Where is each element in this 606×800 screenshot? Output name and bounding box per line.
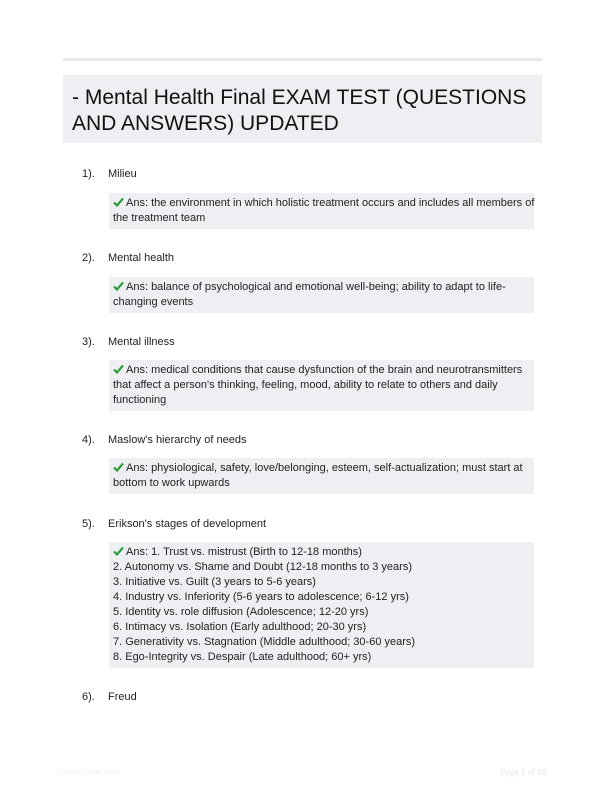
footer-watermark: PaperSlide.com [57,767,121,777]
question-text: Mental illness [108,336,175,348]
answer-text: Ans: 1. Trust vs. mistrust (Birth to 12-18 months) [126,546,362,558]
answer-line [113,545,528,560]
question-text: Maslow's hierarchy of needs [108,434,247,446]
answer-line: 5. Identity vs. role diffusion (Adolescence; 12-20 yrs) [113,606,369,618]
title-line-1: - Mental Health Final EXAM TEST (QUESTIONS [72,86,527,109]
question-number: 6). [82,691,95,703]
question-text: Freud [108,691,137,703]
question-text: Milieu [108,168,137,180]
answer-line [113,461,528,476]
answer-line: 6. Intimacy vs. Isolation (Early adulthood; 20-30 yrs) [113,621,367,633]
question-number: 2). [82,252,95,264]
question-number: 4). [82,434,95,446]
answer-line: 4. Industry vs. Inferiority (5-6 years to adolescence; 6-12 yrs) [113,591,409,603]
title-line-2: AND ANSWERS) UPDATED [72,112,339,135]
answer-text: Ans: physiological, safety, love/belonging, esteem, self-actualization; must start at [126,462,523,474]
checkmark-icon [113,462,124,472]
question-number: 5). [82,518,95,530]
answer-line: bottom to work upwards [113,477,230,489]
answer-line [113,196,535,211]
answer-line [113,363,528,378]
answer-box [109,458,534,494]
answer-text: Ans: balance of psychological and emotional well-being; ability to adapt to life- [126,281,506,293]
answer-box [109,360,534,411]
checkmark-icon [113,546,124,556]
answer-text: Ans: medical conditions that cause dysfunction of the brain and neurotransmitters [126,364,523,376]
question-number: 1). [82,168,95,180]
answer-line: 2. Autonomy vs. Shame and Doubt (12-18 months to 3 years) [113,561,412,573]
checkmark-icon [113,281,124,291]
answer-line: 8. Ego-Integrity vs. Despair (Late adulthood; 60+ yrs) [113,651,372,663]
answer-line: that affect a person's thinking, feeling, mood, ability to relate to others and daily [113,379,498,391]
answer-line: 3. Initiative vs. Guilt (3 years to 5-6 years) [113,576,316,588]
page-indicator: Page 1 of 18 [500,767,547,777]
answer-box [109,542,534,668]
answer-box [109,277,534,313]
answer-line: functioning [113,394,167,406]
answer-line: 7. Generativity vs. Stagnation (Middle adulthood; 30-60 years) [113,636,416,648]
answer-line: the treatment team [113,212,206,224]
question-text: Mental health [108,252,175,264]
question-text: Erikson's stages of development [108,518,267,530]
checkmark-icon [113,197,124,207]
answer-box [109,193,534,229]
checkmark-icon [113,364,124,374]
question-number: 3). [82,336,95,348]
answer-text: Ans: the environment in which holistic treatment occurs and includes all members of [126,197,535,209]
answer-line: changing events [113,296,194,308]
answer-line [113,280,528,295]
